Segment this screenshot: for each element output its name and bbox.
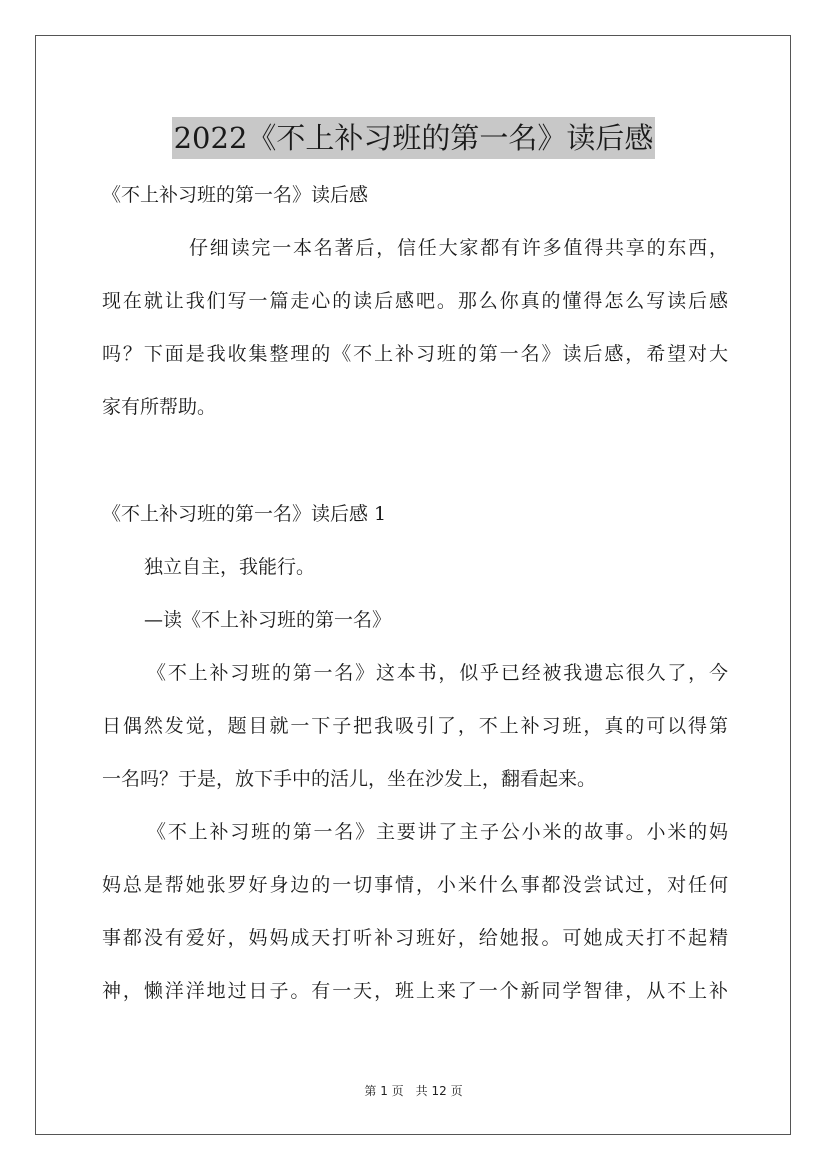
document-body (102, 173, 728, 1022)
paragraph-line: 《不上补习班的第一名》这本书，似乎已经被我遗忘很久了，今 (147, 662, 728, 684)
paragraph-line: 一名吗？于是，放下手中的活儿，坐在沙发上，翻看起来。 (102, 768, 597, 790)
paragraph-line: 日偶然发觉，题目就一下子把我吸引了，不上补习班，真的可以得第 (102, 715, 728, 737)
document-title: 2022《不上补习班的第一名》读后感 (172, 117, 656, 159)
paragraph-line: 现在就让我们写一篇走心的读后感吧。那么你真的懂得怎么写读后感 (102, 290, 728, 312)
paragraph-line: 神，懒洋洋地过日子。有一天，班上来了一个新同学智律，从不上补 (102, 980, 728, 1002)
paragraph-line: 事都没有爱好，妈妈成天打听补习班好，给她报。可她成天打不起精 (102, 927, 728, 949)
blank-gap (102, 438, 728, 492)
page-footer (0, 1082, 827, 1099)
section-heading: 《不上补习班的第一名》读后感 1 (102, 503, 387, 525)
page-number: 第 1 页 共 12 页 (364, 1084, 463, 1098)
paragraph-line: 《不上补习班的第一名》主要讲了主子公小米的故事。小米的妈 (147, 821, 728, 843)
section-heading: 《不上补习班的第一名》读后感 (102, 184, 369, 206)
paragraph-line: 吗？下面是我收集整理的《不上补习班的第一名》读后感，希望对大 (102, 343, 728, 365)
title-block (0, 98, 827, 179)
subtitle-line: —读《不上补习班的第一名》 (144, 609, 392, 631)
subtitle-line: 独立自主，我能行。 (144, 556, 316, 578)
paragraph-line: 家有所帮助。 (102, 396, 217, 418)
paragraph-line: 仔细读完一本名著后，信任大家都有许多值得共享的东西， (189, 237, 728, 259)
paragraph-line: 妈总是帮她张罗好身边的一切事情，小米什么事都没尝试过，对任何 (102, 874, 728, 896)
